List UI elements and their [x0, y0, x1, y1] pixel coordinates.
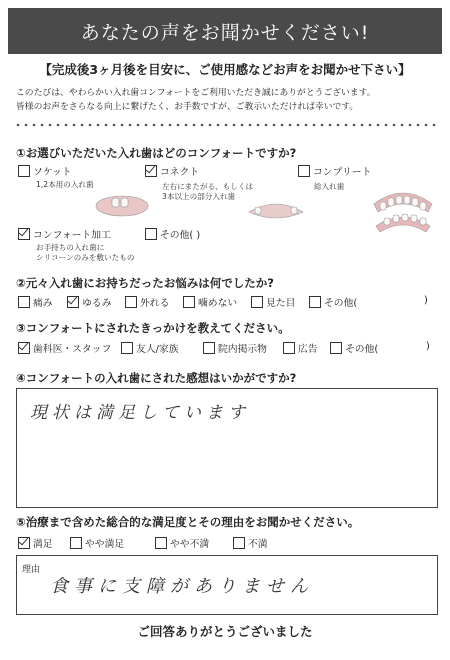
note-comfort-processing — [36, 243, 134, 263]
note-socket: 1,2本用の入れ歯 — [36, 180, 94, 189]
reason-label: 理由 — [22, 565, 41, 575]
denture-complete-image — [368, 184, 438, 234]
checkbox-cannot-chew[interactable] — [183, 296, 195, 308]
checkbox-somewhat-satisfied[interactable] — [70, 537, 82, 549]
checkbox-clinic-posting[interactable] — [203, 342, 215, 354]
question-5: ⑤治療まで含めた総合的な満足度とその理由をお聞かせください。 — [16, 515, 360, 529]
checkbox-q2-other[interactable] — [309, 296, 321, 308]
denture-connect-image — [245, 198, 307, 224]
checkbox-dentist-staff[interactable] — [18, 342, 30, 354]
option-q3-other[interactable] — [330, 341, 378, 355]
checkbox-somewhat-dissatisfied[interactable] — [155, 537, 167, 549]
note-connect — [162, 182, 253, 202]
option-somewhat-dissatisfied-label: やや不満 — [170, 539, 210, 550]
option-advertisement[interactable] — [283, 341, 318, 355]
checkbox-falls-out[interactable] — [125, 296, 137, 308]
impression-answer: 現状は満足しています — [30, 403, 250, 423]
option-cannot-chew-label: 噛めない — [198, 298, 238, 309]
checkbox-pain[interactable] — [18, 296, 30, 308]
option-somewhat-dissatisfied[interactable] — [155, 536, 209, 550]
option-friend-family-label: 友人/家族 — [136, 344, 179, 355]
denture-socket-image — [92, 190, 152, 220]
question-1: ①お選びいただいた入れ歯はどのコンフォートですか? — [16, 146, 297, 160]
option-clinic-posting[interactable] — [203, 341, 267, 355]
checkbox-advertisement[interactable] — [283, 342, 295, 354]
note-comfort-processing-1: お手持ちの入れ歯に — [36, 243, 105, 252]
option-somewhat-satisfied[interactable] — [70, 536, 124, 550]
option-falls-out-label: 外れる — [140, 298, 170, 309]
option-satisfied-label: 満足 — [33, 539, 53, 550]
intro-line-2: 皆様のお声をさらなる向上に繋げたく、お手数ですが、ご教示いただければ幸いです。 — [16, 102, 359, 112]
option-loose[interactable] — [67, 295, 111, 309]
checkbox-comfort-processing[interactable] — [18, 228, 30, 240]
option-friend-family[interactable] — [121, 341, 179, 355]
option-complete[interactable] — [298, 164, 371, 178]
subtitle: 【完成後3ヶ月後を目安に、ご使用感などお声をお聞かせ下さい】 — [39, 62, 411, 77]
option-dissatisfied-label: 不満 — [248, 539, 268, 550]
option-falls-out[interactable] — [125, 295, 169, 309]
option-connect[interactable] — [145, 164, 199, 178]
checkbox-q1-other[interactable] — [145, 228, 157, 240]
title-banner: あなたの声をお聞かせください! — [8, 8, 442, 54]
option-q3-other-label: その他( — [345, 344, 379, 355]
option-pain-label: 痛み — [33, 298, 53, 309]
option-clinic-posting-label: 院内掲示物 — [218, 344, 267, 355]
option-advertisement-label: 広告 — [298, 344, 318, 355]
checkbox-socket[interactable] — [18, 165, 30, 177]
checkbox-q3-other[interactable] — [330, 342, 342, 354]
q2-other-close: ) — [424, 295, 428, 306]
closing-message: ご回答ありがとうございました — [137, 624, 313, 639]
question-4: ④コンフォートの入れ歯にされた感想はいかがですか? — [16, 371, 297, 385]
checkbox-dissatisfied[interactable] — [233, 537, 245, 549]
option-q1-other[interactable] — [145, 227, 200, 241]
dotted-divider — [14, 123, 436, 127]
checkbox-satisfied[interactable] — [18, 537, 30, 549]
option-socket-label: ソケット — [33, 167, 72, 178]
option-q2-other[interactable] — [309, 295, 357, 309]
question-3: ③コンフォートにされたきっかけを教えてください。 — [16, 321, 290, 335]
option-comfort-processing-label: コンフォート加工 — [33, 230, 111, 241]
note-complete: 総入れ歯 — [314, 182, 345, 191]
checkbox-appearance[interactable] — [251, 296, 263, 308]
checkbox-connect[interactable] — [145, 165, 157, 177]
option-complete-label: コンプリート — [313, 167, 372, 178]
option-pain[interactable] — [18, 295, 53, 309]
option-somewhat-satisfied-label: やや満足 — [85, 539, 125, 550]
option-cannot-chew[interactable] — [183, 295, 237, 309]
option-socket[interactable] — [18, 164, 72, 178]
note-connect-2: 3本以上の部分入れ歯 — [162, 192, 236, 201]
option-loose-label: ゆるみ — [82, 298, 112, 309]
note-connect-1: 左右にまたがる、もしくは — [162, 182, 254, 191]
option-dentist-staff[interactable] — [18, 341, 111, 355]
option-q2-other-label: その他( — [324, 298, 358, 309]
checkbox-complete[interactable] — [298, 165, 310, 177]
question-2: ②元々入れ歯にお持ちだったお悩みは何でしたか? — [16, 276, 274, 290]
q3-other-close: ) — [426, 341, 430, 352]
option-appearance[interactable] — [251, 295, 295, 309]
checkbox-friend-family[interactable] — [121, 342, 133, 354]
option-q1-other-label: その他( ) — [160, 230, 201, 241]
option-dissatisfied[interactable] — [233, 536, 268, 550]
intro-text — [16, 86, 436, 114]
intro-line-1: このたびは、やわらかい入れ歯コンフォートをご利用いただき誠にありがとうございます。 — [16, 88, 376, 98]
option-dentist-staff-label: 歯科医・スタッフ — [33, 344, 112, 355]
reason-answer: 食事に支障がありません — [50, 576, 314, 597]
option-comfort-processing[interactable] — [18, 227, 111, 241]
option-satisfied[interactable] — [18, 536, 53, 550]
option-appearance-label: 見た目 — [266, 298, 296, 309]
note-comfort-processing-2: シリコーンのみを敷いたもの — [36, 253, 135, 262]
checkbox-loose[interactable] — [67, 296, 79, 308]
option-connect-label: コネクト — [160, 167, 200, 178]
